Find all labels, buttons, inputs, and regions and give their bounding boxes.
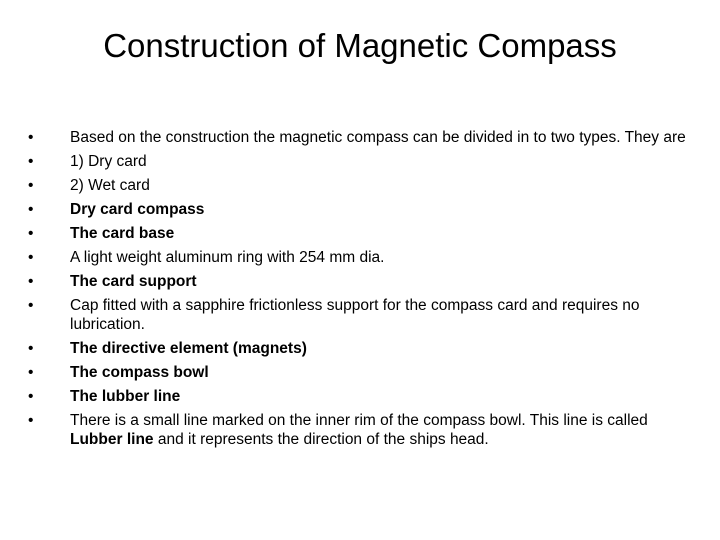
list-item-heading: The card base (70, 225, 175, 242)
list-item-text (70, 412, 648, 448)
list-item (28, 339, 688, 358)
bullet-list (28, 128, 688, 454)
list-item-text-part: There is a small line marked on the inner rim of the compass bowl. This line is called (70, 412, 648, 429)
lubber-line-term: Lubber line (70, 431, 154, 448)
bullet-icon: • (28, 201, 34, 218)
list-item (28, 248, 688, 267)
list-item-heading: The compass bowl (70, 364, 209, 381)
bullet-icon: • (28, 388, 34, 405)
list-item-text-part: and it represents the direction of the ships head. (153, 431, 489, 448)
bullet-icon: • (28, 412, 34, 429)
list-item (28, 363, 688, 382)
bullet-icon: • (28, 340, 34, 357)
list-item-heading: The card support (70, 273, 197, 290)
list-item (28, 128, 688, 147)
list-item-text: Based on the construction the magnetic compass can be divided in to two types. They are (70, 129, 686, 146)
list-item (28, 296, 688, 334)
list-item-text: Cap fitted with a sapphire frictionless support for the compass card and requires no lubrication. (70, 297, 640, 333)
bullet-icon: • (28, 225, 34, 242)
bullet-icon: • (28, 177, 34, 194)
list-item (28, 411, 688, 449)
list-item-heading: The lubber line (70, 388, 181, 405)
list-item (28, 387, 688, 406)
slide-title: Construction of Magnetic Compass (103, 27, 617, 64)
list-item-text: 1) Dry card (70, 153, 147, 170)
list-item (28, 272, 688, 291)
list-item-heading: Dry card compass (70, 201, 205, 218)
list-item (28, 224, 688, 243)
list-item-heading: The directive element (magnets) (70, 340, 307, 357)
bullet-icon: • (28, 129, 34, 146)
list-item (28, 200, 688, 219)
list-item-text: A light weight aluminum ring with 254 mm dia. (70, 249, 385, 266)
bullet-icon: • (28, 297, 34, 314)
list-item-text: 2) Wet card (70, 177, 150, 194)
list-item (28, 176, 688, 195)
list-item (28, 152, 688, 171)
bullet-icon: • (28, 273, 34, 290)
bullet-icon: • (28, 249, 34, 266)
bullet-icon: • (28, 153, 34, 170)
bullet-icon: • (28, 364, 34, 381)
